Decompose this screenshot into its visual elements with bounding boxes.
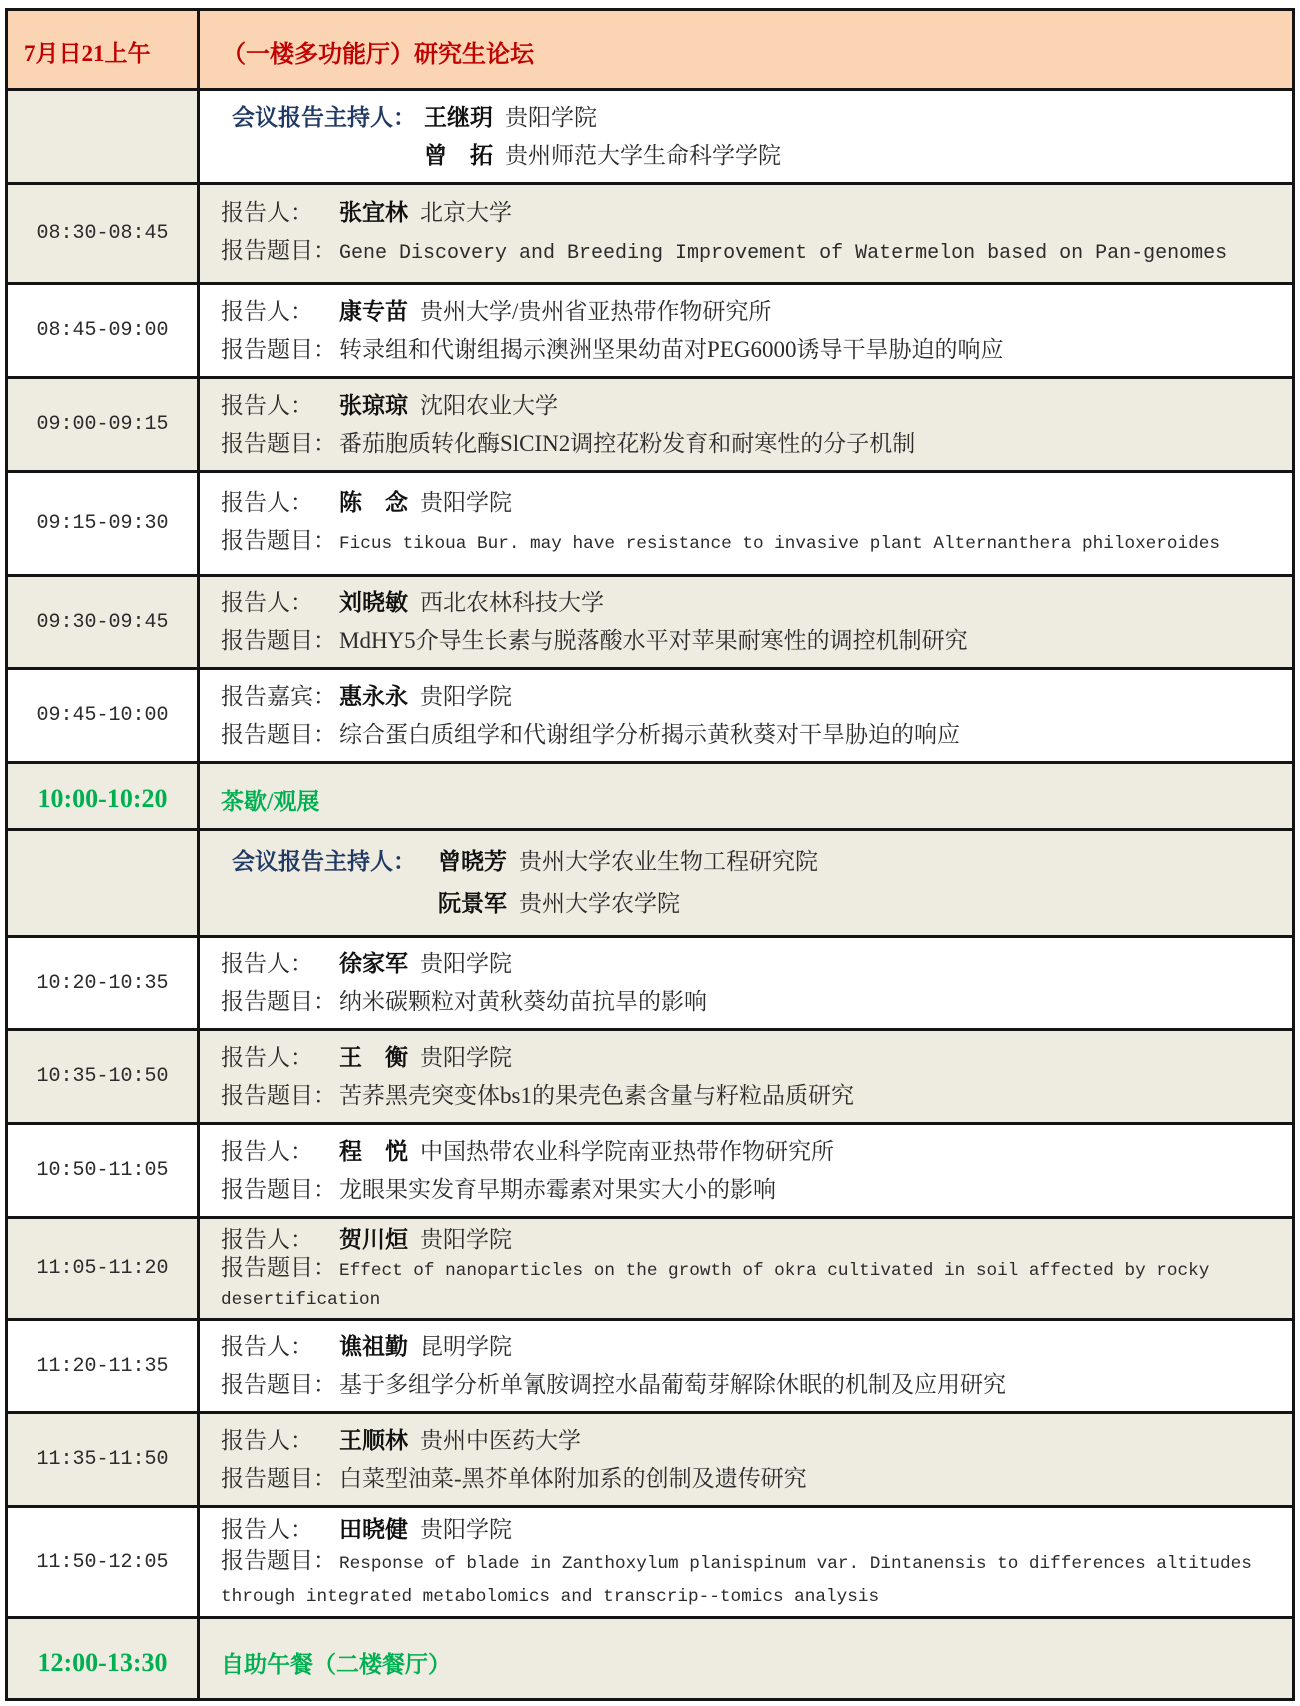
topic-line <box>221 716 1272 754</box>
host-name: 曾晓芳 <box>438 849 507 874</box>
speaker-affiliation: 贵阳学院 <box>420 1044 512 1070</box>
lunch-row <box>8 1616 1292 1698</box>
talk-row <box>8 667 1292 761</box>
topic-label: 报告题目： <box>221 430 336 456</box>
role-label: 报告人： <box>221 490 313 515</box>
topic-label: 报告题目： <box>221 528 336 553</box>
time-cell <box>8 285 200 376</box>
schedule-table <box>5 8 1295 1701</box>
role-label: 报告人： <box>221 1516 313 1542</box>
time-cell <box>8 1321 200 1411</box>
speaker-affiliation: 贵阳学院 <box>420 683 512 709</box>
role-label: 报告人： <box>221 951 313 976</box>
talk-row <box>8 935 1292 1028</box>
speaker-name: 陈 念 <box>339 490 408 515</box>
topic-line <box>221 331 1272 369</box>
topic-title: 苦荞黑壳突变体bs1的果壳色素含量与籽粒品质研究 <box>339 1082 854 1108</box>
time-cell <box>8 1031 200 1122</box>
time-slot: 08:30-08:45 <box>36 222 169 245</box>
speaker-name: 徐家军 <box>339 951 408 976</box>
topic-label: 报告题目： <box>221 1372 336 1397</box>
time-cell <box>8 91 200 182</box>
topic-line <box>221 1077 1272 1115</box>
time-slot: 10:50-11:05 <box>36 1159 169 1182</box>
content-cell <box>200 1619 1292 1698</box>
talk-row <box>8 1028 1292 1122</box>
break-time: 10:00-10:20 <box>37 784 168 813</box>
break-label: 茶歇/观展 <box>221 788 320 814</box>
speaker-affiliation: 沈阳农业大学 <box>420 392 558 418</box>
host-line <box>232 883 1272 925</box>
speaker-line <box>221 678 1272 716</box>
topic-line <box>221 1546 1272 1612</box>
speaker-name: 张宜林 <box>339 200 408 225</box>
content-cell <box>200 831 1292 935</box>
speaker-line <box>221 945 1272 983</box>
content-cell <box>200 1414 1292 1505</box>
content-cell <box>200 670 1292 761</box>
role-label: 报告人： <box>221 1227 313 1252</box>
speaker-name: 康专苗 <box>339 298 408 324</box>
role-label: 报告人： <box>221 298 313 324</box>
time-cell <box>8 1125 200 1216</box>
speaker-affiliation: 贵阳学院 <box>420 490 512 515</box>
speaker-line <box>221 1133 1272 1171</box>
content-cell <box>200 1125 1292 1216</box>
topic-line <box>221 232 1272 273</box>
speaker-name: 惠永永 <box>339 683 408 709</box>
time-slot: 11:50-12:05 <box>36 1550 169 1574</box>
header-date-cell <box>8 11 200 88</box>
time-slot: 10:20-10:35 <box>36 971 169 995</box>
speaker-name: 贺川烜 <box>339 1227 408 1252</box>
time-cell <box>8 577 200 667</box>
topic-title: 龙眼果实发育早期赤霉素对果实大小的影响 <box>339 1176 776 1202</box>
host-row <box>8 828 1292 935</box>
time-slot: 09:45-10:00 <box>36 704 169 727</box>
speaker-name: 张琼琼 <box>339 392 408 418</box>
host-line <box>232 137 1272 175</box>
content-cell <box>200 938 1292 1028</box>
host-line <box>232 99 1272 137</box>
speaker-affiliation: 贵州大学/贵州省亚热带作物研究所 <box>420 298 772 324</box>
role-label: 报告人： <box>221 590 313 615</box>
talk-row <box>8 1318 1292 1411</box>
role-label: 报告人： <box>221 1427 313 1453</box>
topic-title: Gene Discovery and Breeding Improvement of Watermelon based on Pan-genomes <box>339 242 1228 265</box>
time-cell <box>8 670 200 761</box>
speaker-affiliation: 贵阳学院 <box>420 951 512 976</box>
speaker-line <box>221 484 1272 522</box>
topic-label: 报告题目： <box>221 1547 336 1573</box>
topic-line <box>221 1171 1272 1209</box>
talk-row <box>8 1505 1292 1616</box>
speaker-name: 程 悦 <box>339 1138 408 1164</box>
time-slot: 09:00-09:15 <box>36 413 169 436</box>
host-name: 曾 拓 <box>424 142 493 168</box>
time-cell <box>8 473 200 574</box>
content-cell <box>200 379 1292 470</box>
topic-title: Effect of nanoparticles on the growth of okra cultivated in soil affected by rocky desertification <box>221 1261 1210 1310</box>
talk-row <box>8 470 1292 574</box>
speaker-line <box>221 1422 1272 1460</box>
talk-row <box>8 182 1292 282</box>
time-cell <box>8 185 200 282</box>
topic-line <box>221 622 1272 660</box>
content-cell <box>200 473 1292 574</box>
time-slot: 09:15-09:30 <box>36 512 169 535</box>
time-slot: 11:35-11:50 <box>36 1448 169 1471</box>
speaker-line <box>221 1513 1272 1546</box>
topic-title: 番茄胞质转化酶SlCIN2调控花粉发育和耐寒性的分子机制 <box>339 430 916 456</box>
topic-line <box>221 1366 1272 1404</box>
speaker-line <box>221 387 1272 425</box>
topic-title: 基于多组学分析单氰胺调控水晶葡萄芽解除休眠的机制及应用研究 <box>339 1372 1006 1397</box>
time-cell <box>8 1508 200 1616</box>
speaker-affiliation: 贵州中医药大学 <box>420 1427 581 1453</box>
speaker-name: 刘晓敏 <box>339 590 408 615</box>
topic-title: MdHY5介导生长素与脱落酸水平对苹果耐寒性的调控机制研究 <box>339 628 968 653</box>
role-label: 报告人： <box>221 392 313 418</box>
content-cell <box>200 1321 1292 1411</box>
speaker-affiliation: 北京大学 <box>420 200 512 225</box>
time-slot: 11:20-11:35 <box>36 1354 169 1378</box>
speaker-affiliation: 昆明学院 <box>420 1334 512 1359</box>
topic-line <box>221 1255 1272 1313</box>
content-cell <box>200 577 1292 667</box>
content-cell <box>200 285 1292 376</box>
time-cell <box>8 938 200 1028</box>
speaker-line <box>221 1039 1272 1077</box>
content-cell <box>200 1219 1292 1318</box>
topic-line <box>221 983 1272 1021</box>
speaker-line <box>221 1224 1272 1255</box>
talk-row <box>8 574 1292 667</box>
speaker-affiliation: 西北农林科技大学 <box>420 590 604 615</box>
speaker-name: 王顺林 <box>339 1427 408 1453</box>
role-label: 报告嘉宾： <box>221 683 336 709</box>
content-cell <box>200 764 1292 828</box>
host-affiliation: 贵阳学院 <box>505 104 597 130</box>
topic-label: 报告题目： <box>221 1255 336 1280</box>
host-name: 阮景军 <box>438 891 507 916</box>
topic-label: 报告题目： <box>221 1176 336 1202</box>
speaker-name: 王 衡 <box>339 1044 408 1070</box>
session-title: （一楼多功能厅）研究生论坛 <box>222 42 534 68</box>
talk-row <box>8 376 1292 470</box>
speaker-affiliation: 贵阳学院 <box>420 1516 512 1542</box>
lunch-label: 自助午餐（二楼餐厅） <box>221 1652 451 1677</box>
host-affiliation: 贵州大学农学院 <box>519 891 680 916</box>
host-label: 会议报告主持人： <box>232 849 416 874</box>
speaker-line <box>221 194 1272 232</box>
topic-label: 报告题目： <box>221 1465 336 1491</box>
time-cell <box>8 1219 200 1318</box>
talk-row <box>8 1411 1292 1505</box>
topic-label: 报告题目： <box>221 1082 336 1108</box>
header-title-cell <box>200 11 1292 88</box>
content-cell <box>200 185 1292 282</box>
talk-row <box>8 1216 1292 1318</box>
time-cell <box>8 831 200 935</box>
host-line <box>232 841 1272 883</box>
topic-line <box>221 1460 1272 1498</box>
time-cell <box>8 379 200 470</box>
host-affiliation: 贵州师范大学生命科学学院 <box>505 142 781 168</box>
topic-label: 报告题目： <box>221 989 336 1014</box>
speaker-name: 谯祖勤 <box>339 1334 408 1359</box>
host-affiliation: 贵州大学农业生物工程研究院 <box>519 849 818 874</box>
content-cell <box>200 1508 1292 1616</box>
time-cell <box>8 1414 200 1505</box>
talk-row <box>8 1122 1292 1216</box>
content-cell <box>200 91 1292 182</box>
time-cell <box>8 764 200 828</box>
host-row <box>8 88 1292 182</box>
time-cell <box>8 1619 200 1698</box>
role-label: 报告人： <box>221 1334 313 1359</box>
topic-label: 报告题目： <box>221 721 336 747</box>
speaker-affiliation: 中国热带农业科学院南亚热带作物研究所 <box>420 1138 834 1164</box>
topic-label: 报告题目： <box>221 238 336 263</box>
speaker-line <box>221 584 1272 622</box>
topic-label: 报告题目： <box>221 336 336 362</box>
speaker-line <box>221 293 1272 331</box>
break-row <box>8 761 1292 828</box>
role-label: 报告人： <box>221 1138 313 1164</box>
topic-title: 转录组和代谢组揭示澳洲坚果幼苗对PEG6000诱导干旱胁迫的响应 <box>339 336 1004 362</box>
session-date: 7月日21上午 <box>24 41 151 66</box>
topic-title: Response of blade in Zanthoxylum planispinum var. Dintanensis to differences altitudes through integrated metabolomics and transcrip--tomics analysis <box>221 1553 1252 1607</box>
topic-label: 报告题目： <box>221 628 336 653</box>
speaker-line <box>221 1328 1272 1366</box>
time-slot: 08:45-09:00 <box>36 319 169 342</box>
session-header-row <box>8 11 1292 88</box>
topic-title: 纳米碳颗粒对黄秋葵幼苗抗旱的影响 <box>339 989 707 1014</box>
topic-title: 白菜型油菜-黑芥单体附加系的创制及遗传研究 <box>339 1465 807 1491</box>
topic-line <box>221 522 1272 563</box>
talk-row <box>8 282 1292 376</box>
lunch-time: 12:00-13:30 <box>37 1647 168 1677</box>
host-name: 王继玥 <box>424 104 493 130</box>
host-label: 会议报告主持人： <box>232 104 416 130</box>
speaker-affiliation: 贵阳学院 <box>420 1227 512 1252</box>
role-label: 报告人： <box>221 200 313 225</box>
time-slot: 11:05-11:20 <box>36 1257 169 1280</box>
time-slot: 09:30-09:45 <box>36 610 169 634</box>
role-label: 报告人： <box>221 1044 313 1070</box>
topic-title: Ficus tikoua Bur. may have resistance to invasive plant Alternanthera philoxeroides <box>339 534 1220 554</box>
time-slot: 10:35-10:50 <box>36 1065 169 1088</box>
content-cell <box>200 1031 1292 1122</box>
speaker-name: 田晓健 <box>339 1516 408 1542</box>
topic-title: 综合蛋白质组学和代谢组学分析揭示黄秋葵对干旱胁迫的响应 <box>339 721 960 747</box>
topic-line <box>221 425 1272 463</box>
